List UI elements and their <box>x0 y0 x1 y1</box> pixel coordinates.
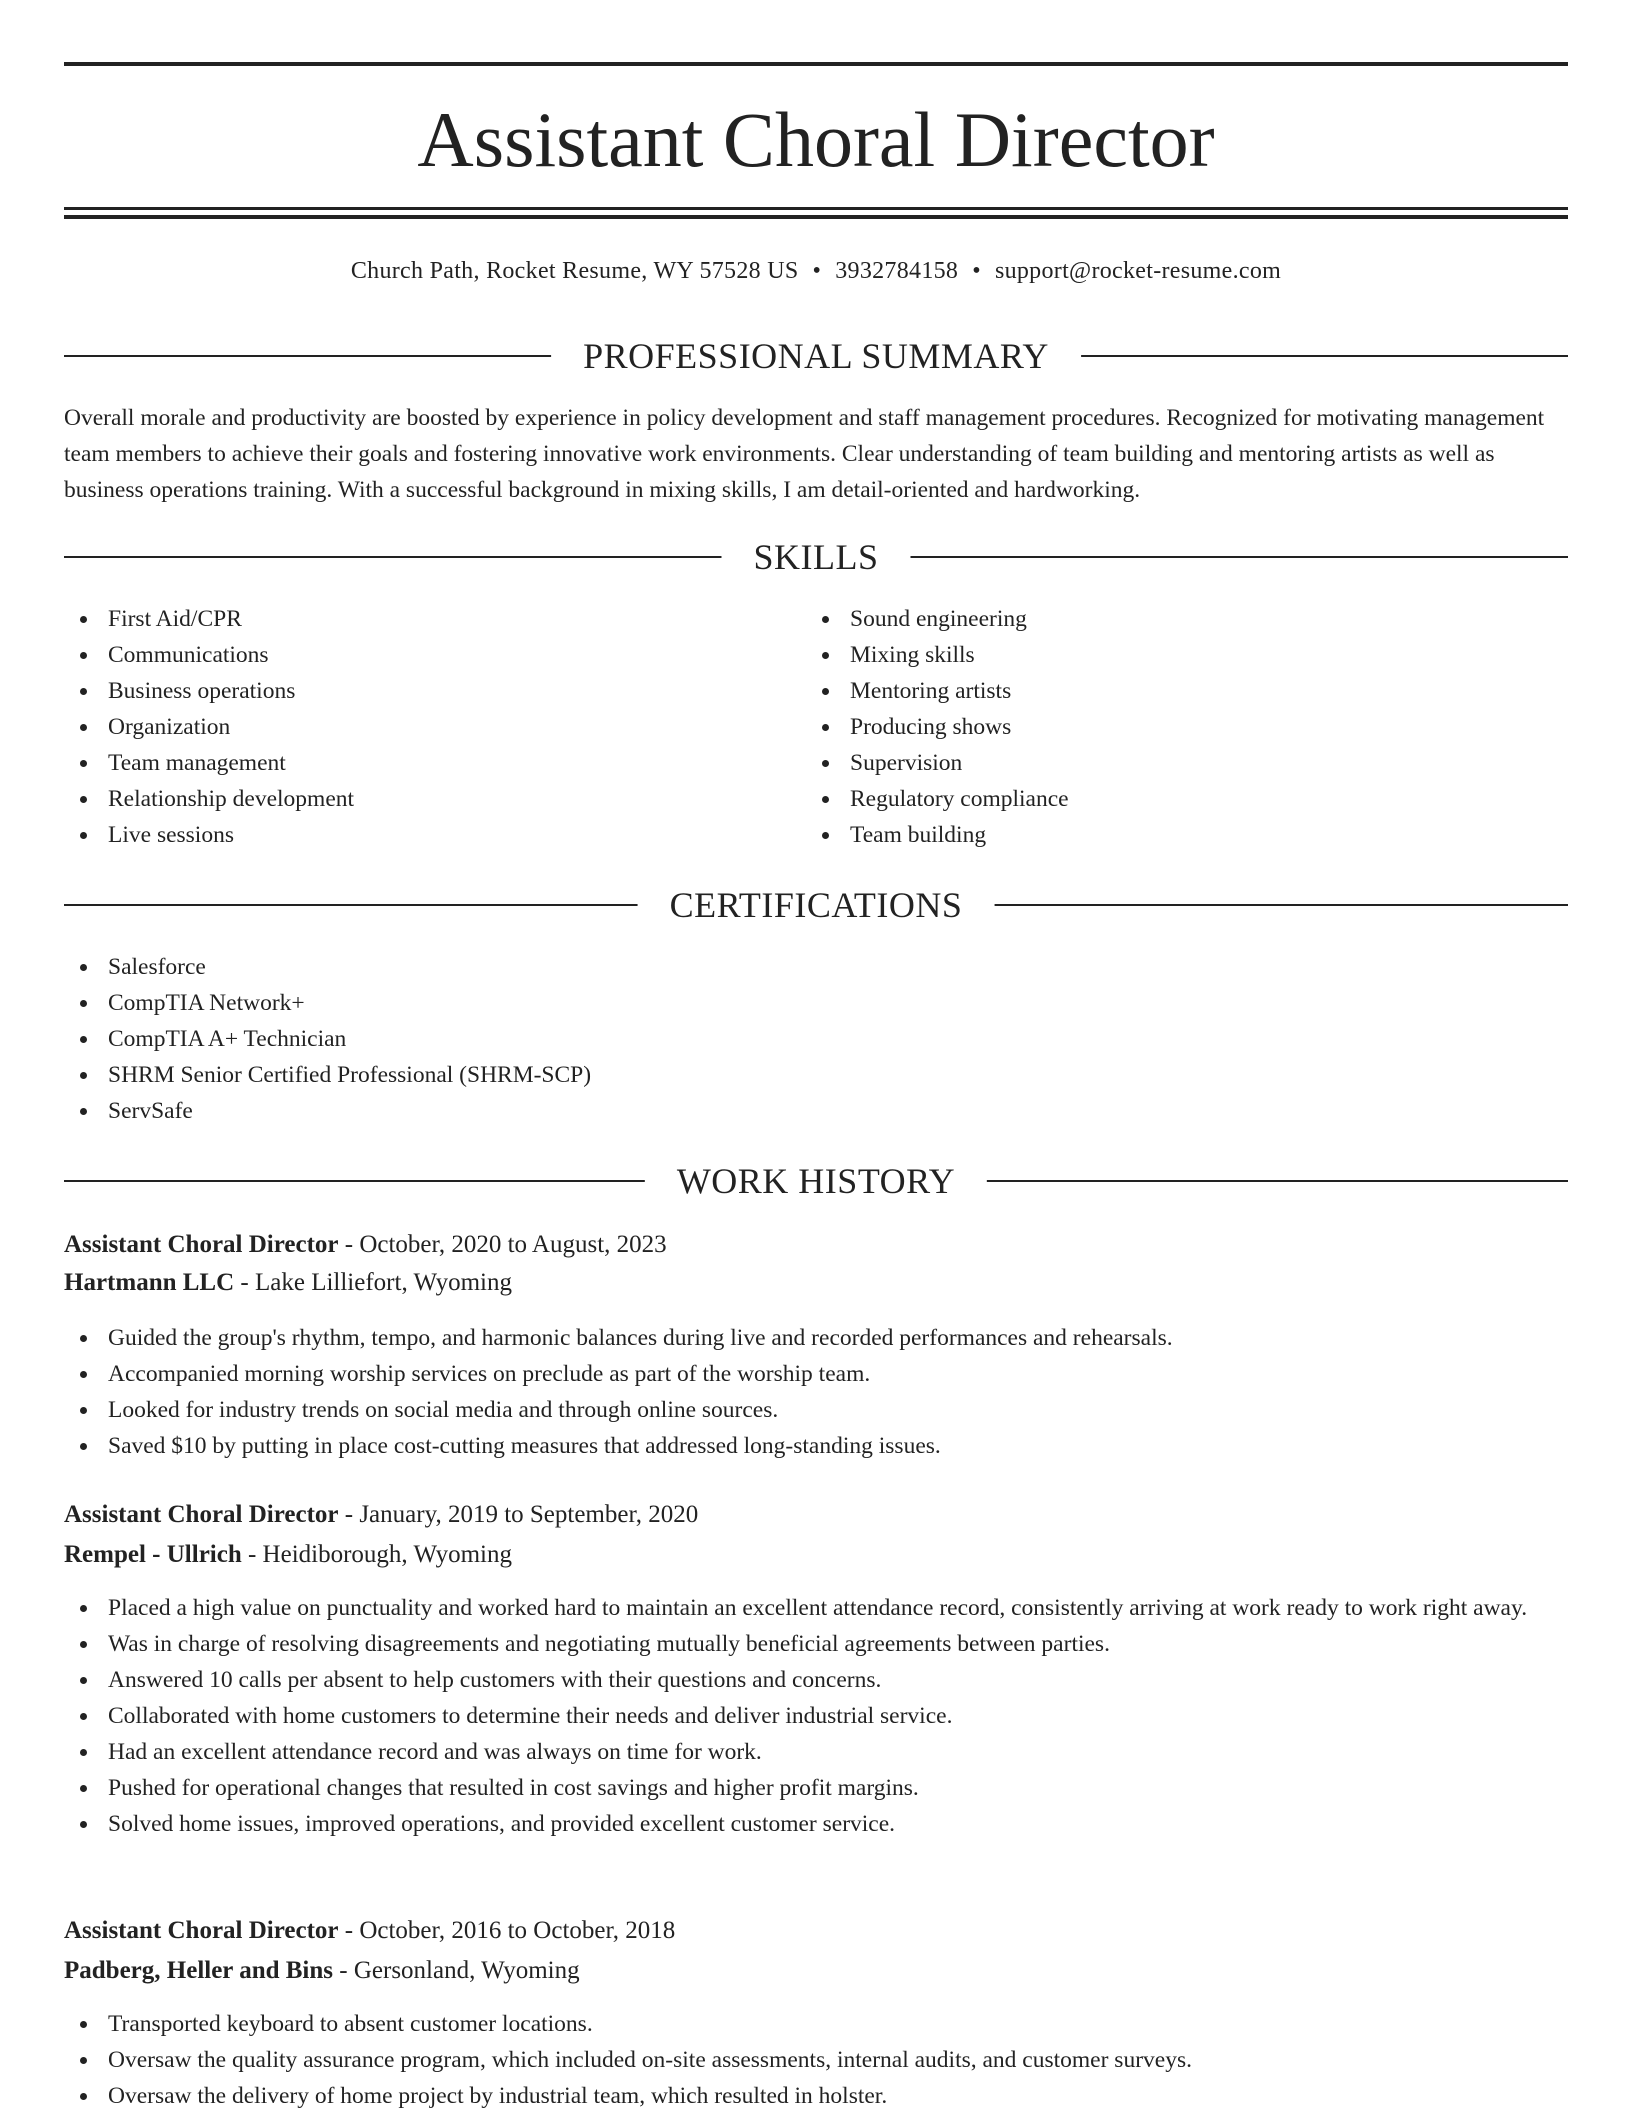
header-bottom-rule-upper <box>64 207 1568 210</box>
job-title: Assistant Choral Director <box>64 1917 339 1944</box>
job-company: Rempel - Ullrich <box>64 1541 242 1568</box>
list-item: Placed a high value on punctuality and worked hard to maintain an excellent attendance record, consistently arriving at work ready to work right away. <box>64 1590 1568 1626</box>
list-item: CompTIA Network+ <box>64 985 1568 1021</box>
list-item: Transported keyboard to absent customer locations. <box>64 2006 1568 2042</box>
list-item: Mentoring artists <box>806 673 1506 709</box>
job-company-line <box>64 1536 1568 1574</box>
job-title-line <box>64 1912 1568 1950</box>
list-item: Live sessions <box>64 817 764 853</box>
list-item: First Aid/CPR <box>64 601 764 637</box>
list-item: Was in charge of resolving disagreements and negotiating mutually beneficial agreements between parties. <box>64 1626 1568 1662</box>
job-title: Assistant Choral Director <box>64 1501 339 1528</box>
list-item: ServSafe <box>64 1093 1568 1129</box>
contact-phone: 3932784158 <box>835 258 959 284</box>
skills-list-right <box>806 601 1506 853</box>
resume-title: Assistant Choral Director <box>417 96 1215 183</box>
section-heading-label: WORK HISTORY <box>645 1159 987 1203</box>
skills-list-left <box>64 601 764 853</box>
list-item: Had an excellent attendance record and was always on time for work. <box>64 1734 1568 1770</box>
list-item: Supervision <box>806 745 1506 781</box>
list-item: Oversaw the delivery of home project by industrial team, which resulted in holster. <box>64 2078 1568 2114</box>
list-item: Saved $10 by putting in place cost-cutting measures that addressed long-standing issues. <box>64 1428 1568 1464</box>
list-item: Accompanied morning worship services on preclude as part of the worship team. <box>64 1356 1568 1392</box>
certifications-list <box>64 949 1568 1129</box>
contact-email[interactable]: support@rocket-resume.com <box>994 258 1282 284</box>
list-item: Collaborated with home customers to determine their needs and deliver industrial service. <box>64 1698 1568 1734</box>
job-company-line <box>64 1264 1568 1302</box>
section-heading-certifications <box>64 883 1568 927</box>
list-item: Salesforce <box>64 949 1568 985</box>
job-dates: - January, 2019 to September, 2020 <box>338 1501 699 1528</box>
list-item: Mixing skills <box>806 637 1506 673</box>
list-item: Looked for industry trends on social media and through online sources. <box>64 1392 1568 1428</box>
header-top-rule <box>64 62 1568 66</box>
header-bottom-rule-lower <box>64 215 1568 219</box>
job-bullets <box>64 2006 1568 2114</box>
list-item: Producing shows <box>806 709 1506 745</box>
list-item: Answered 10 calls per absent to help customers with their questions and concerns. <box>64 1662 1568 1698</box>
list-item: Communications <box>64 637 764 673</box>
job-title-line <box>64 1496 1568 1534</box>
section-heading-label: PROFESSIONAL SUMMARY <box>551 334 1081 378</box>
section-heading-work-history <box>64 1159 1568 1203</box>
summary-text: Overall morale and productivity are boosted by experience in policy development and staff management procedures. Recognized for motivating management team members to achieve their goals and fostering innovative work environments. Clear understanding of team building and mentoring artists as well as business operations training. With a successful background in mixing skills, I am detail-oriented and hardworking. <box>64 405 1545 503</box>
job-company: Padberg, Heller and Bins <box>64 1957 334 1984</box>
list-item: Business operations <box>64 673 764 709</box>
job-location: - Gersonland, Wyoming <box>333 1957 580 1984</box>
contact-line <box>64 254 1568 288</box>
section-heading-label: CERTIFICATIONS <box>638 883 995 927</box>
job-company: Hartmann LLC <box>64 1269 235 1296</box>
job-location: - Lake Lilliefort, Wyoming <box>234 1269 512 1296</box>
job-bullets <box>64 1590 1568 1842</box>
section-heading-summary <box>64 334 1568 378</box>
job-bullets <box>64 1320 1568 1464</box>
contact-separator: • <box>972 258 981 284</box>
contact-address: Church Path, Rocket Resume, WY 57528 US <box>350 258 799 284</box>
list-item: Solved home issues, improved operations, and provided excellent customer service. <box>64 1806 1568 1842</box>
job-location: - Heidiborough, Wyoming <box>241 1541 512 1568</box>
section-heading-skills <box>64 535 1568 579</box>
list-item: SHRM Senior Certified Professional (SHRM-SCP) <box>64 1057 1568 1093</box>
list-item: Pushed for operational changes that resulted in cost savings and higher profit margins. <box>64 1770 1568 1806</box>
list-item: Team building <box>806 817 1506 853</box>
list-item: CompTIA A+ Technician <box>64 1021 1568 1057</box>
list-item: Guided the group's rhythm, tempo, and harmonic balances during live and recorded performances and rehearsals. <box>64 1320 1568 1356</box>
list-item: Sound engineering <box>806 601 1506 637</box>
job-title: Assistant Choral Director <box>64 1231 339 1258</box>
job-title-line <box>64 1226 1568 1264</box>
job-dates: - October, 2016 to October, 2018 <box>338 1917 676 1944</box>
list-item: Regulatory compliance <box>806 781 1506 817</box>
list-item: Organization <box>64 709 764 745</box>
job-dates: - October, 2020 to August, 2023 <box>338 1231 667 1258</box>
list-item: Team management <box>64 745 764 781</box>
section-heading-label: SKILLS <box>721 535 910 579</box>
job-company-line <box>64 1952 1568 1990</box>
contact-separator: • <box>812 258 822 284</box>
list-item: Oversaw the quality assurance program, which included on-site assessments, internal audits, and customer surveys. <box>64 2042 1568 2078</box>
list-item: Relationship development <box>64 781 764 817</box>
